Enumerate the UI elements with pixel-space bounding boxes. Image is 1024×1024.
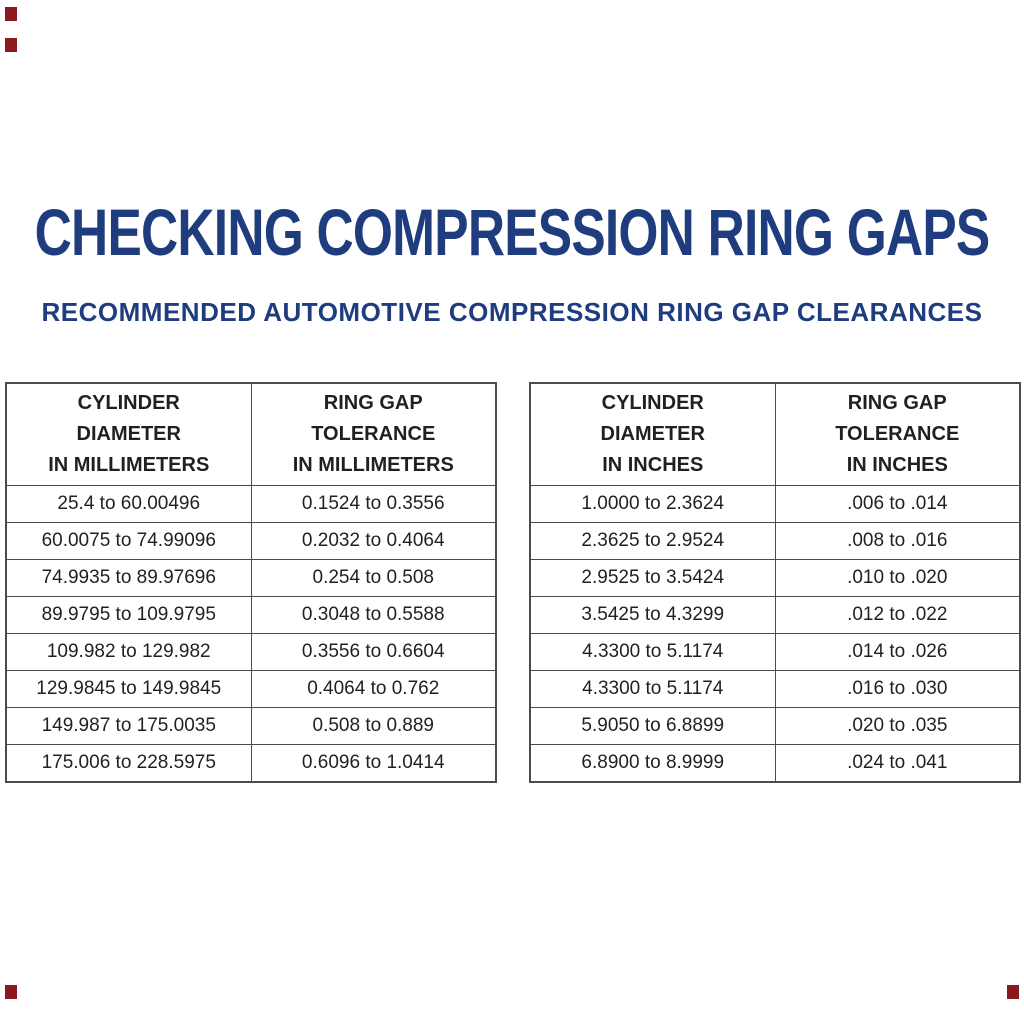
diameter-cell: 4.3300 to 5.1174	[530, 671, 775, 708]
diameter-cell: 4.3300 to 5.1174	[530, 634, 775, 671]
header-line: RING GAP	[323, 392, 423, 414]
page-subtitle: RECOMMENDED AUTOMOTIVE COMPRESSION RING GAP CLEARANCES	[41, 297, 983, 327]
inches-table	[529, 382, 1021, 783]
diameter-cell: 2.9525 to 3.5424	[530, 560, 775, 597]
column-header-ring-gap-tolerance-mm	[251, 383, 496, 486]
diameter-cell: 89.9795 to 109.9795	[6, 597, 251, 634]
tolerance-cell: 0.4064 to 0.762	[251, 671, 496, 708]
table-row	[6, 560, 496, 597]
corner-registration-mark	[5, 38, 17, 52]
column-header-cylinder-diameter-in	[530, 383, 775, 486]
header-line: RING GAP	[847, 392, 947, 414]
column-header-ring-gap-tolerance-in	[775, 383, 1020, 486]
table-row	[6, 634, 496, 671]
tolerance-cell: 0.3048 to 0.5588	[251, 597, 496, 634]
tolerance-cell: 0.1524 to 0.3556	[251, 486, 496, 523]
table-row	[6, 745, 496, 783]
header-line: TOLERANCE	[835, 423, 960, 445]
tolerance-cell: .008 to .016	[775, 523, 1020, 560]
table-row	[530, 671, 1020, 708]
header-line: IN MILLIMETERS	[48, 454, 210, 476]
header-line: TOLERANCE	[311, 423, 436, 445]
table-row	[6, 486, 496, 523]
diameter-cell: 149.987 to 175.0035	[6, 708, 251, 745]
diameter-cell: 129.9845 to 149.9845	[6, 671, 251, 708]
diameter-cell: 60.0075 to 74.99096	[6, 523, 251, 560]
corner-registration-mark	[5, 7, 17, 21]
column-header-cylinder-diameter-mm	[6, 383, 251, 486]
diameter-cell: 3.5425 to 4.3299	[530, 597, 775, 634]
tolerance-cell: .020 to .035	[775, 708, 1020, 745]
tolerance-cell: 0.3556 to 0.6604	[251, 634, 496, 671]
tolerance-cell: .010 to .020	[775, 560, 1020, 597]
diameter-cell: 74.9935 to 89.97696	[6, 560, 251, 597]
corner-registration-mark	[1007, 985, 1019, 999]
table-row	[530, 634, 1020, 671]
table-row	[530, 745, 1020, 783]
page-title-text: CHECKING COMPRESSION RING GAPS	[34, 195, 990, 269]
diameter-cell: 5.9050 to 6.8899	[530, 708, 775, 745]
header-line: CYLINDER	[601, 392, 704, 414]
diameter-cell: 2.3625 to 2.9524	[530, 523, 775, 560]
header-line: CYLINDER	[77, 392, 180, 414]
table-row	[530, 486, 1020, 523]
page-title	[0, 196, 1024, 268]
header-line: IN INCHES	[602, 454, 704, 476]
header-line: IN MILLIMETERS	[292, 454, 454, 476]
diameter-cell: 1.0000 to 2.3624	[530, 486, 775, 523]
tolerance-cell: .012 to .022	[775, 597, 1020, 634]
header-line: DIAMETER	[76, 423, 181, 445]
tolerance-cell: .014 to .026	[775, 634, 1020, 671]
header-line: DIAMETER	[600, 423, 705, 445]
tolerance-cell: 0.508 to 0.889	[251, 708, 496, 745]
table-row	[530, 560, 1020, 597]
tolerance-cell: .006 to .014	[775, 486, 1020, 523]
table-row	[6, 708, 496, 745]
diameter-cell: 6.8900 to 8.9999	[530, 745, 775, 783]
table-row	[530, 597, 1020, 634]
tolerance-cell: 0.254 to 0.508	[251, 560, 496, 597]
tolerance-cell: .024 to .041	[775, 745, 1020, 783]
diameter-cell: 175.006 to 228.5975	[6, 745, 251, 783]
table-header-row	[6, 383, 496, 486]
header-line: IN INCHES	[846, 454, 948, 476]
corner-registration-mark	[5, 985, 17, 999]
tolerance-cell: 0.6096 to 1.0414	[251, 745, 496, 783]
diameter-cell: 109.982 to 129.982	[6, 634, 251, 671]
tolerance-cell: 0.2032 to 0.4064	[251, 523, 496, 560]
table-row	[6, 671, 496, 708]
table-row	[6, 523, 496, 560]
millimeters-table	[5, 382, 497, 783]
table-row	[530, 523, 1020, 560]
tolerance-cell: .016 to .030	[775, 671, 1020, 708]
diameter-cell: 25.4 to 60.00496	[6, 486, 251, 523]
table-row	[530, 708, 1020, 745]
table-header-row	[530, 383, 1020, 486]
table-row	[6, 597, 496, 634]
